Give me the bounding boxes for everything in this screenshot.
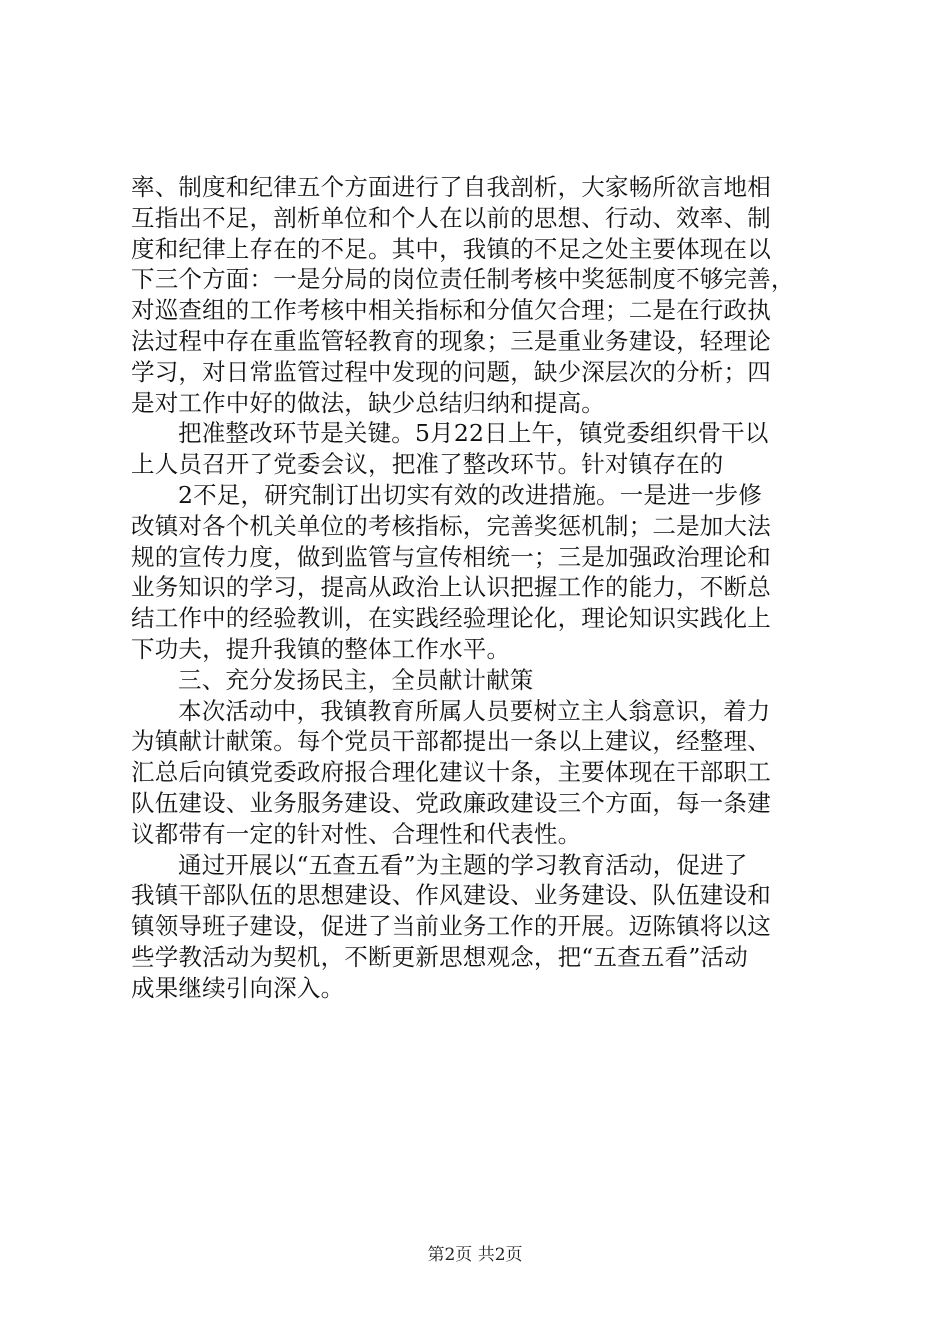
text-line: 对巡查组的工作考核中相关指标和分值欠合理；二是在行政执 <box>131 296 771 325</box>
text-line: 法过程中存在重监管轻教育的现象；三是重业务建设，轻理论 <box>131 326 771 355</box>
text-line: 为镇献计献策。每个党员干部都提出一条以上建议，经整理、 <box>131 727 771 756</box>
text-line: 下功夫，提升我镇的整体工作水平。 <box>131 634 511 663</box>
text-line: 通过开展以“五查五看”为主题的学习教育活动，促进了 <box>178 850 748 879</box>
paragraph-measures <box>131 480 831 665</box>
text-line: 上人员召开了党委会议，把准了整改环节。针对镇存在的 <box>131 450 724 479</box>
text-line: 度和纪律上存在的不足。其中，我镇的不足之处主要体现在以 <box>131 234 771 263</box>
text-line: 汇总后向镇党委政府报合理化建议十条，主要体现在干部职工 <box>131 758 771 787</box>
text-line: 结工作中的经验教训，在实践经验理论化，理论知识实践化上 <box>131 604 771 633</box>
text-line: 队伍建设、业务服务建设、党政廉政建设三个方面，每一条建 <box>131 788 771 817</box>
text-line: 互指出不足，剖析单位和个人在以前的思想、行动、效率、制 <box>131 203 771 232</box>
text-line: 2不足，研究制订出切实有效的改进措施。一是进一步修 <box>178 480 762 509</box>
text-line: 议都带有一定的针对性、合理性和代表性。 <box>131 819 582 848</box>
paragraph-suggestions <box>131 696 831 850</box>
text-line: 些学教活动为契机，不断更新思想观念，把“五查五看”活动 <box>131 942 748 971</box>
text-line: 把准整改环节是关键。5月22日上午，镇党委组织骨干以 <box>178 419 769 448</box>
page-number-footer: 第2页 共2页 <box>427 1245 523 1265</box>
text-line: 业务知识的学习，提高从政治上认识把握工作的能力，不断总 <box>131 573 771 602</box>
text-line: 我镇干部队伍的思想建设、作风建设、业务建设、队伍建设和 <box>131 881 771 910</box>
text-line: 成果继续引向深入。 <box>131 973 345 1002</box>
section-heading-text: 三、充分发扬民主，全员献计献策 <box>178 665 534 694</box>
text-line: 学习，对日常监管过程中发现的问题，缺少深层次的分析；四 <box>131 357 771 386</box>
text-line: 是对工作中好的做法，缺少总结归纳和提高。 <box>131 388 605 417</box>
paragraph-rectification <box>131 418 831 480</box>
text-line: 率、制度和纪律五个方面进行了自我剖析，大家畅所欲言地相 <box>131 173 771 201</box>
text-line: 改镇对各个机关单位的考核指标，完善奖惩机制；二是加大法 <box>131 511 771 540</box>
text-line: 本次活动中，我镇教育所属人员要树立主人翁意识，着力 <box>178 696 771 725</box>
paragraph-self-analysis <box>131 172 831 418</box>
text-line: 镇领导班子建设，促进了当前业务工作的开展。迈陈镇将以这 <box>131 912 771 941</box>
document-body <box>131 172 831 1004</box>
text-line: 下三个方面：一是分局的岗位责任制考核中奖惩制度不够完善， <box>131 265 795 294</box>
section-heading <box>131 665 831 696</box>
paragraph-conclusion <box>131 850 831 1004</box>
text-line: 规的宣传力度，做到监管与宣传相统一；三是加强政治理论和 <box>131 542 771 571</box>
